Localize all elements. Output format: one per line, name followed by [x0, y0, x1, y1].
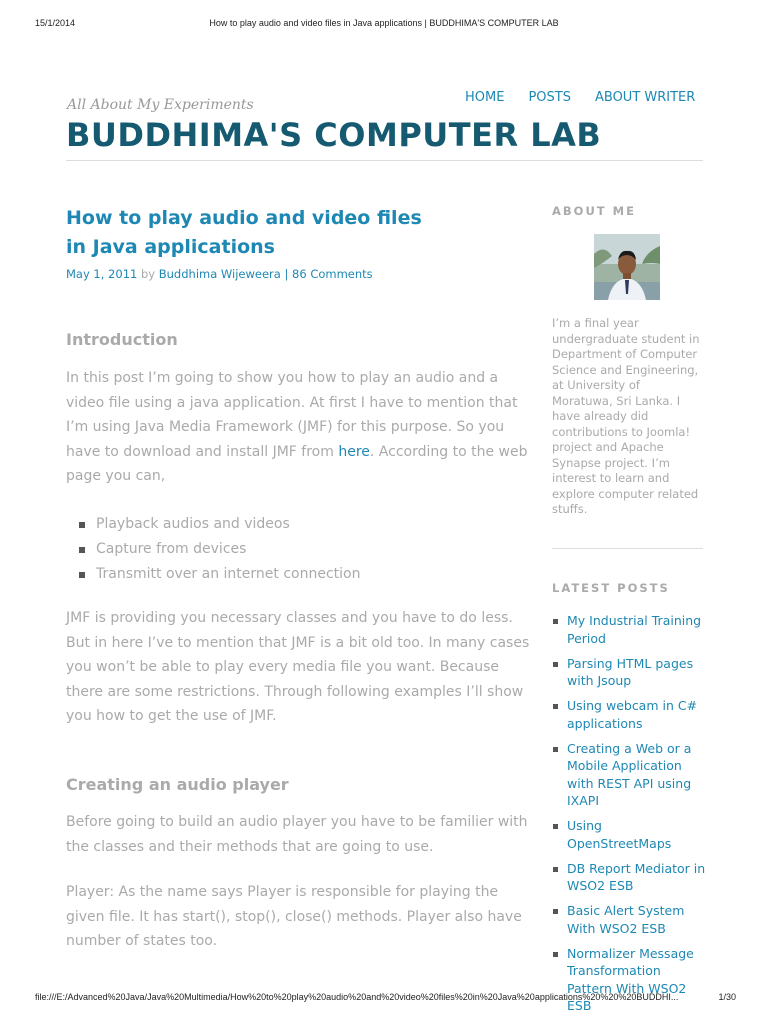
post-date-link[interactable]: May 1, 2011: [66, 267, 138, 281]
print-doc-title: How to play audio and video files in Java applications | BUDDHIMA'S COMPUTER LAB: [209, 18, 559, 28]
print-file-path: file:///E:/Advanced%20Java/Java%20Multimedia/How%20to%20play%20audio%20and%20video%20files%20in%20Java%20applications%20%20%20BUDDHI...: [35, 992, 679, 1002]
list-item: Playback audios and videos: [66, 512, 360, 537]
feature-list: [66, 512, 360, 587]
post-by: by: [140, 267, 156, 281]
sidebar-divider: [552, 548, 703, 549]
paragraph-jmf: JMF is providing you necessary classes and you have to do less. But in here I’ve to mention that JMF is a bit old too. In many cases you won’t be able to play every media file you want. Because there are some restrictions. Through following examples I’ll show you how to get the use of JMF.: [66, 610, 530, 724]
latest-post-link[interactable]: Using webcam in C# applications: [552, 697, 707, 732]
latest-post-link[interactable]: Creating a Web or a Mobile Application with REST API using IXAPI: [552, 740, 707, 810]
post-title[interactable]: How to play audio and video files in Java applications: [66, 207, 422, 258]
post-author-link[interactable]: Buddhima Wijeweera: [158, 267, 281, 281]
site-tagline: All About My Experiments: [67, 97, 254, 113]
paragraph-classes: Before going to build an audio player you have to be familier with the classes and their methods that are going to use.: [66, 814, 528, 855]
author-avatar: [594, 234, 660, 300]
latest-post-link[interactable]: Basic Alert System With WSO2 ESB: [552, 902, 707, 937]
print-page-number: 1/30: [718, 992, 736, 1002]
latest-post-link[interactable]: Normalizer Message Transformation Pattern With WSO2 ESB: [552, 945, 707, 1015]
heading-audio-player: Creating an audio player: [66, 775, 289, 794]
header-divider: [66, 160, 703, 161]
site-title[interactable]: BUDDHIMA'S COMPUTER LAB: [66, 116, 602, 154]
latest-posts-list: [552, 612, 707, 1022]
paragraph-intro: [66, 366, 540, 489]
latest-post-link[interactable]: My Industrial Training Period: [552, 612, 707, 647]
post-comments-link[interactable]: 86 Comments: [292, 267, 373, 281]
list-item: Transmitt over an internet connection: [66, 562, 360, 587]
paragraph-player: Player: As the name says Player is responsible for playing the given file. It has start(), stop(), close() methods. Player also have number of states too.: [66, 884, 522, 949]
list-item: Capture from devices: [66, 537, 360, 562]
latest-posts-heading: LATEST POSTS: [552, 581, 670, 595]
print-date: 15/1/2014: [35, 18, 76, 28]
main-nav: [465, 90, 719, 105]
author-bio: I’m a final year undergraduate student in Department of Computer Science and Engineering, at University of Moratuwa, Sri Lanka. I have already did contributions to Joomla! project and Apache Synapse project. I’m interest to learn and explore computer related stuffs.: [552, 316, 700, 516]
nav-home[interactable]: HOME: [465, 90, 505, 105]
post-meta: [66, 267, 373, 281]
latest-post-link[interactable]: DB Report Mediator in WSO2 ESB: [552, 860, 707, 895]
meta-separator: |: [284, 267, 289, 281]
paragraph-intro-text: In this post I’m going to show you how to play an audio and a video file using a java application. At first I have to mention that I’m using Java Media Framework (JMF) for this purpose. So you have to download and install JMF from: [66, 370, 518, 460]
latest-post-link[interactable]: Using OpenStreetMaps: [552, 817, 707, 852]
about-me-heading: ABOUT ME: [552, 204, 636, 218]
heading-introduction: Introduction: [66, 330, 178, 349]
latest-post-link[interactable]: Parsing HTML pages with Jsoup: [552, 655, 707, 690]
nav-about-writer[interactable]: ABOUT WRITER: [594, 90, 696, 105]
jmf-download-link[interactable]: here: [338, 443, 370, 460]
paragraph-intro-text-end: . According to the web page you can,: [66, 443, 528, 484]
nav-posts[interactable]: POSTS: [528, 90, 571, 105]
